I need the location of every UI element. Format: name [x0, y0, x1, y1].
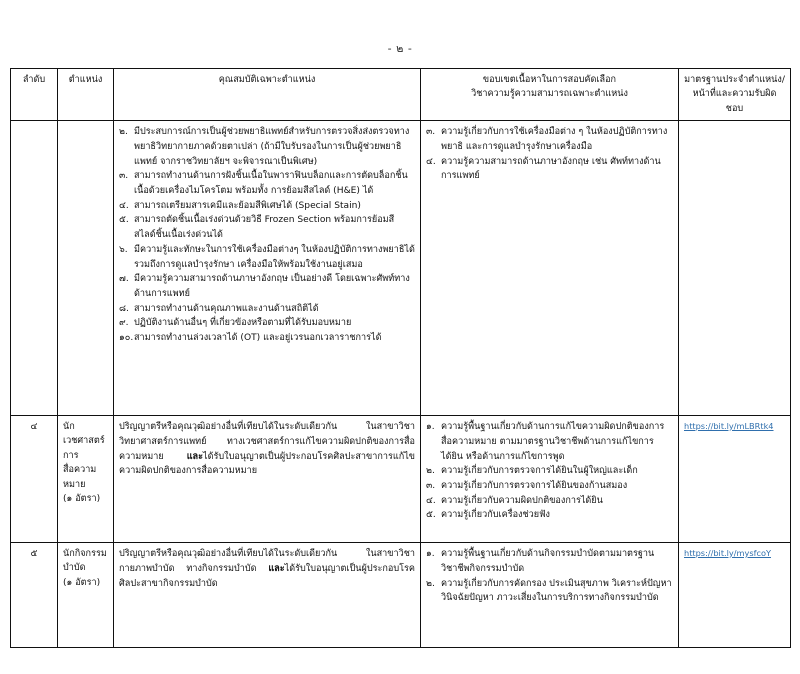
table-header [11, 69, 791, 121]
header-position: ตำแหน่ง [58, 69, 114, 121]
row-exam-scope [421, 121, 679, 416]
list-marker: ๔. [119, 200, 129, 211]
list-text: ความรู้เกี่ยวกับการตรวจการได้ยินของก้านสมอง [441, 480, 628, 491]
header-exam-scope [421, 69, 679, 121]
row-qualifications [114, 121, 421, 416]
position-line: นักกิจกรรมบำบัด [63, 549, 107, 574]
list-text: ความรู้เกี่ยวกับเครื่องช่วยฟัง [441, 510, 550, 521]
list-marker: ๓. [426, 127, 436, 138]
row-position-standard [679, 416, 791, 543]
list-item [119, 199, 415, 214]
row-position [58, 416, 114, 543]
table-header-row [11, 69, 791, 121]
list-item [426, 577, 673, 606]
list-text: มีความรู้และทักษะในการใช้เครื่องมือต่างๆ ในห้องปฏิบัติการทางพยาธิได้ รวมถึงการดูแลบำรุงรักษา เครื่องมือให้พร้อมใช้งานอยู่เสมอ [134, 244, 415, 270]
list-text: ความรู้เกี่ยวกับการใช้เครื่องมือต่าง ๆ ในห้องปฏิบัติการทางพยาธิ และการดูแลบำรุงรักษาเครื่องมือ [441, 127, 668, 152]
scope-list [426, 420, 673, 523]
list-text: สามารถทำงานด้านการฝังชิ้นเนื้อในพาราฟินบล็อกและการตัดบล็อกชิ้นเนื้อด้วยเครื่องไมโครโตม พร้อมทั้ง การย้อมสีสไลด์ (H&E) ได้ [134, 171, 408, 196]
list-item [426, 420, 673, 464]
header-exam-scope-line1: ขอบเขตเนื้อหาในการสอบคัดเลือก [482, 75, 617, 85]
list-marker: ๔. [426, 156, 436, 167]
list-item [426, 508, 673, 523]
list-marker: ๕. [119, 215, 129, 226]
row-exam-scope [421, 416, 679, 543]
list-text: ปฏิบัติงานด้านอื่นๆ ที่เกี่ยวข้องหรือตามที่ได้รับมอบหมาย [134, 318, 352, 329]
position-line: นักเวชศาสตร์การ [63, 422, 105, 461]
list-marker: ๑. [426, 422, 435, 433]
qualification-text-pre: ปริญญาตรีหรือคุณวุฒิอย่างอื่นที่เทียบได้ในระดับเดียวกัน ในสาขาวิชาวิทยาศาสตร์การแพทย์ ทางเวชศาสตร์การแก้ไขความผิดปกติของการสื่อความหมาย [119, 422, 415, 462]
list-text: มีประสบการณ์การเป็นผู้ช่วยพยาธิแพทย์สำหรับการตรวจสิ่งส่งตรวจทางพยาธิวิทยากายภาคด้วยตาเปล่า (ถ้ามีใบรับรองในการเป็นผู้ช่วยพยาธิแพทย์ จากราชวิทยาลัยฯ จะพิจารณาเป็นพิเศษ) [134, 127, 410, 167]
header-qualifications: คุณสมบัติเฉพาะตำแหน่ง [114, 69, 421, 121]
list-marker: ๙. [119, 318, 129, 329]
list-text: สามารถทำงานล่วงเวลาได้ (OT) และอยู่เวรนอกเวลาราชการได้ [134, 333, 382, 344]
list-item [119, 125, 415, 169]
row-sequence [11, 121, 58, 416]
list-marker: ๓. [426, 480, 436, 491]
list-marker: ๔. [426, 495, 436, 506]
qualification-text-pre: ปริญญาตรีหรือคุณวุฒิอย่างอื่นที่เทียบได้ในระดับเดียวกัน ในสาขาวิชากายภาพบำบัด ทางกิจกรรมบำบัด [119, 549, 415, 574]
list-marker: ๑. [426, 549, 435, 560]
position-line: (๑ อัตรา) [63, 493, 101, 504]
row-exam-scope [421, 543, 679, 648]
list-marker: ๑๐. [119, 333, 134, 344]
table-body [11, 121, 791, 648]
list-item [119, 169, 415, 198]
list-marker: ๕. [426, 510, 436, 521]
page-number: - ๒ - [387, 42, 413, 55]
position-standard-link[interactable]: https://bit.ly/mLBRtk4 [684, 421, 774, 432]
header-sequence: ลำดับ [11, 69, 58, 121]
list-marker: ๘. [119, 303, 129, 314]
list-marker: ๗. [119, 274, 129, 285]
list-text: ความรู้เกี่ยวกับความผิดปกติของการได้ยิน [441, 495, 603, 506]
list-item [426, 494, 673, 509]
scope-list [426, 125, 673, 184]
table-row [11, 543, 791, 648]
list-item [119, 272, 415, 301]
qualification-paragraph [119, 420, 415, 479]
list-item [119, 243, 415, 272]
list-item [426, 125, 673, 154]
list-text: ความรู้พื้นฐานเกี่ยวกับด้านการแก้ไขความผิดปกติของการสื่อความหมาย ตามมาตรฐานวิชาชีพด้านการแก้ไขการได้ยิน หรือด้านการแก้ไขการพูด [441, 422, 665, 462]
row-position-standard [679, 543, 791, 648]
row-position-standard [679, 121, 791, 416]
list-marker: ๖. [119, 244, 128, 255]
qualification-text-post: ได้รับใบอนุญาตเป็นผู้ประกอบโรคศิลปะสาขาการแก้ไขความผิดปกติของการสื่อความหมาย [119, 451, 415, 477]
row-qualifications [114, 416, 421, 543]
header-position-standard-line1: มาตรฐานประจำตำแหน่ง/ [684, 75, 785, 85]
list-item [119, 302, 415, 317]
list-marker: ๓. [119, 171, 129, 182]
position-standard-link[interactable]: https://bit.ly/mysfcoY [684, 548, 771, 559]
table-row [11, 416, 791, 543]
qualifications-table [10, 68, 791, 648]
row-sequence: ๕ [11, 543, 58, 648]
list-text: ความรู้เกี่ยวกับการคัดกรอง ประเมินสุขภาพ วิเคราะห์ปัญหา วินิจฉัยปัญหา ภาวะเสี่ยงในการบริการทางกิจกรรมบำบัด [441, 578, 672, 604]
list-text: ความรู้พื้นฐานเกี่ยวกับด้านกิจกรรมบำบัดตามมาตรฐานวิชาชีพกิจกรรมบำบัด [441, 549, 655, 574]
list-item [119, 213, 415, 242]
list-text: สามารถเตรียมสารเคมีและย้อมสีพิเศษได้ (Special Stain) [134, 200, 361, 211]
list-item [426, 464, 673, 479]
list-text: สามารถตัดชิ้นเนื้อเร่งด่วนด้วยวิธี Frozen Section พร้อมการย้อมสีสไลด์ชิ้นเนื้อเร่งด่วนได้ [134, 215, 395, 241]
list-item [426, 547, 673, 576]
table-row [11, 121, 791, 416]
list-text: ความรู้ความสามารถด้านภาษาอังกฤษ เช่น ศัพท์ทางด้านการแพทย์ [441, 156, 661, 182]
qualification-list [119, 125, 415, 346]
list-text: สามารถทำงานด้านคุณภาพและงานด้านสถิติได้ [134, 303, 319, 314]
row-position [58, 543, 114, 648]
header-exam-scope-line2: วิชาความรู้ความสามารถเฉพาะตำแหน่ง [471, 89, 628, 100]
qualification-text-emphasis: และ [268, 563, 285, 574]
header-position-standard-line2: หน้าที่และความรับผิดชอบ [692, 89, 777, 114]
list-marker: ๒. [119, 127, 128, 138]
list-text: ความรู้เกี่ยวกับการตรวจการได้ยินในผู้ใหญ่และเด็ก [441, 466, 638, 477]
row-position [58, 121, 114, 416]
row-sequence: ๔ [11, 416, 58, 543]
list-item [119, 316, 415, 331]
qualification-text-post: ได้รับใบอนุญาตเป็นผู้ประกอบโรคศิลปะสาขากิจกรรมบำบัด [119, 563, 415, 589]
list-marker: ๒. [426, 578, 435, 589]
qualification-text-emphasis: และ [186, 451, 204, 462]
list-text: มีความรู้ความสามารถด้านภาษาอังกฤษ เป็นอย่างดี โดยเฉพาะศัพท์ทางด้านการแพทย์ [134, 274, 410, 299]
list-marker: ๒. [426, 466, 435, 477]
list-item [426, 479, 673, 494]
list-item [119, 331, 415, 346]
qualification-paragraph [119, 547, 415, 591]
row-qualifications [114, 543, 421, 648]
position-line: (๑ อัตรา) [63, 577, 101, 588]
header-position-standard [679, 69, 791, 121]
scope-list [426, 547, 673, 606]
list-item [426, 155, 673, 184]
position-line: สื่อความหมาย [63, 465, 97, 490]
